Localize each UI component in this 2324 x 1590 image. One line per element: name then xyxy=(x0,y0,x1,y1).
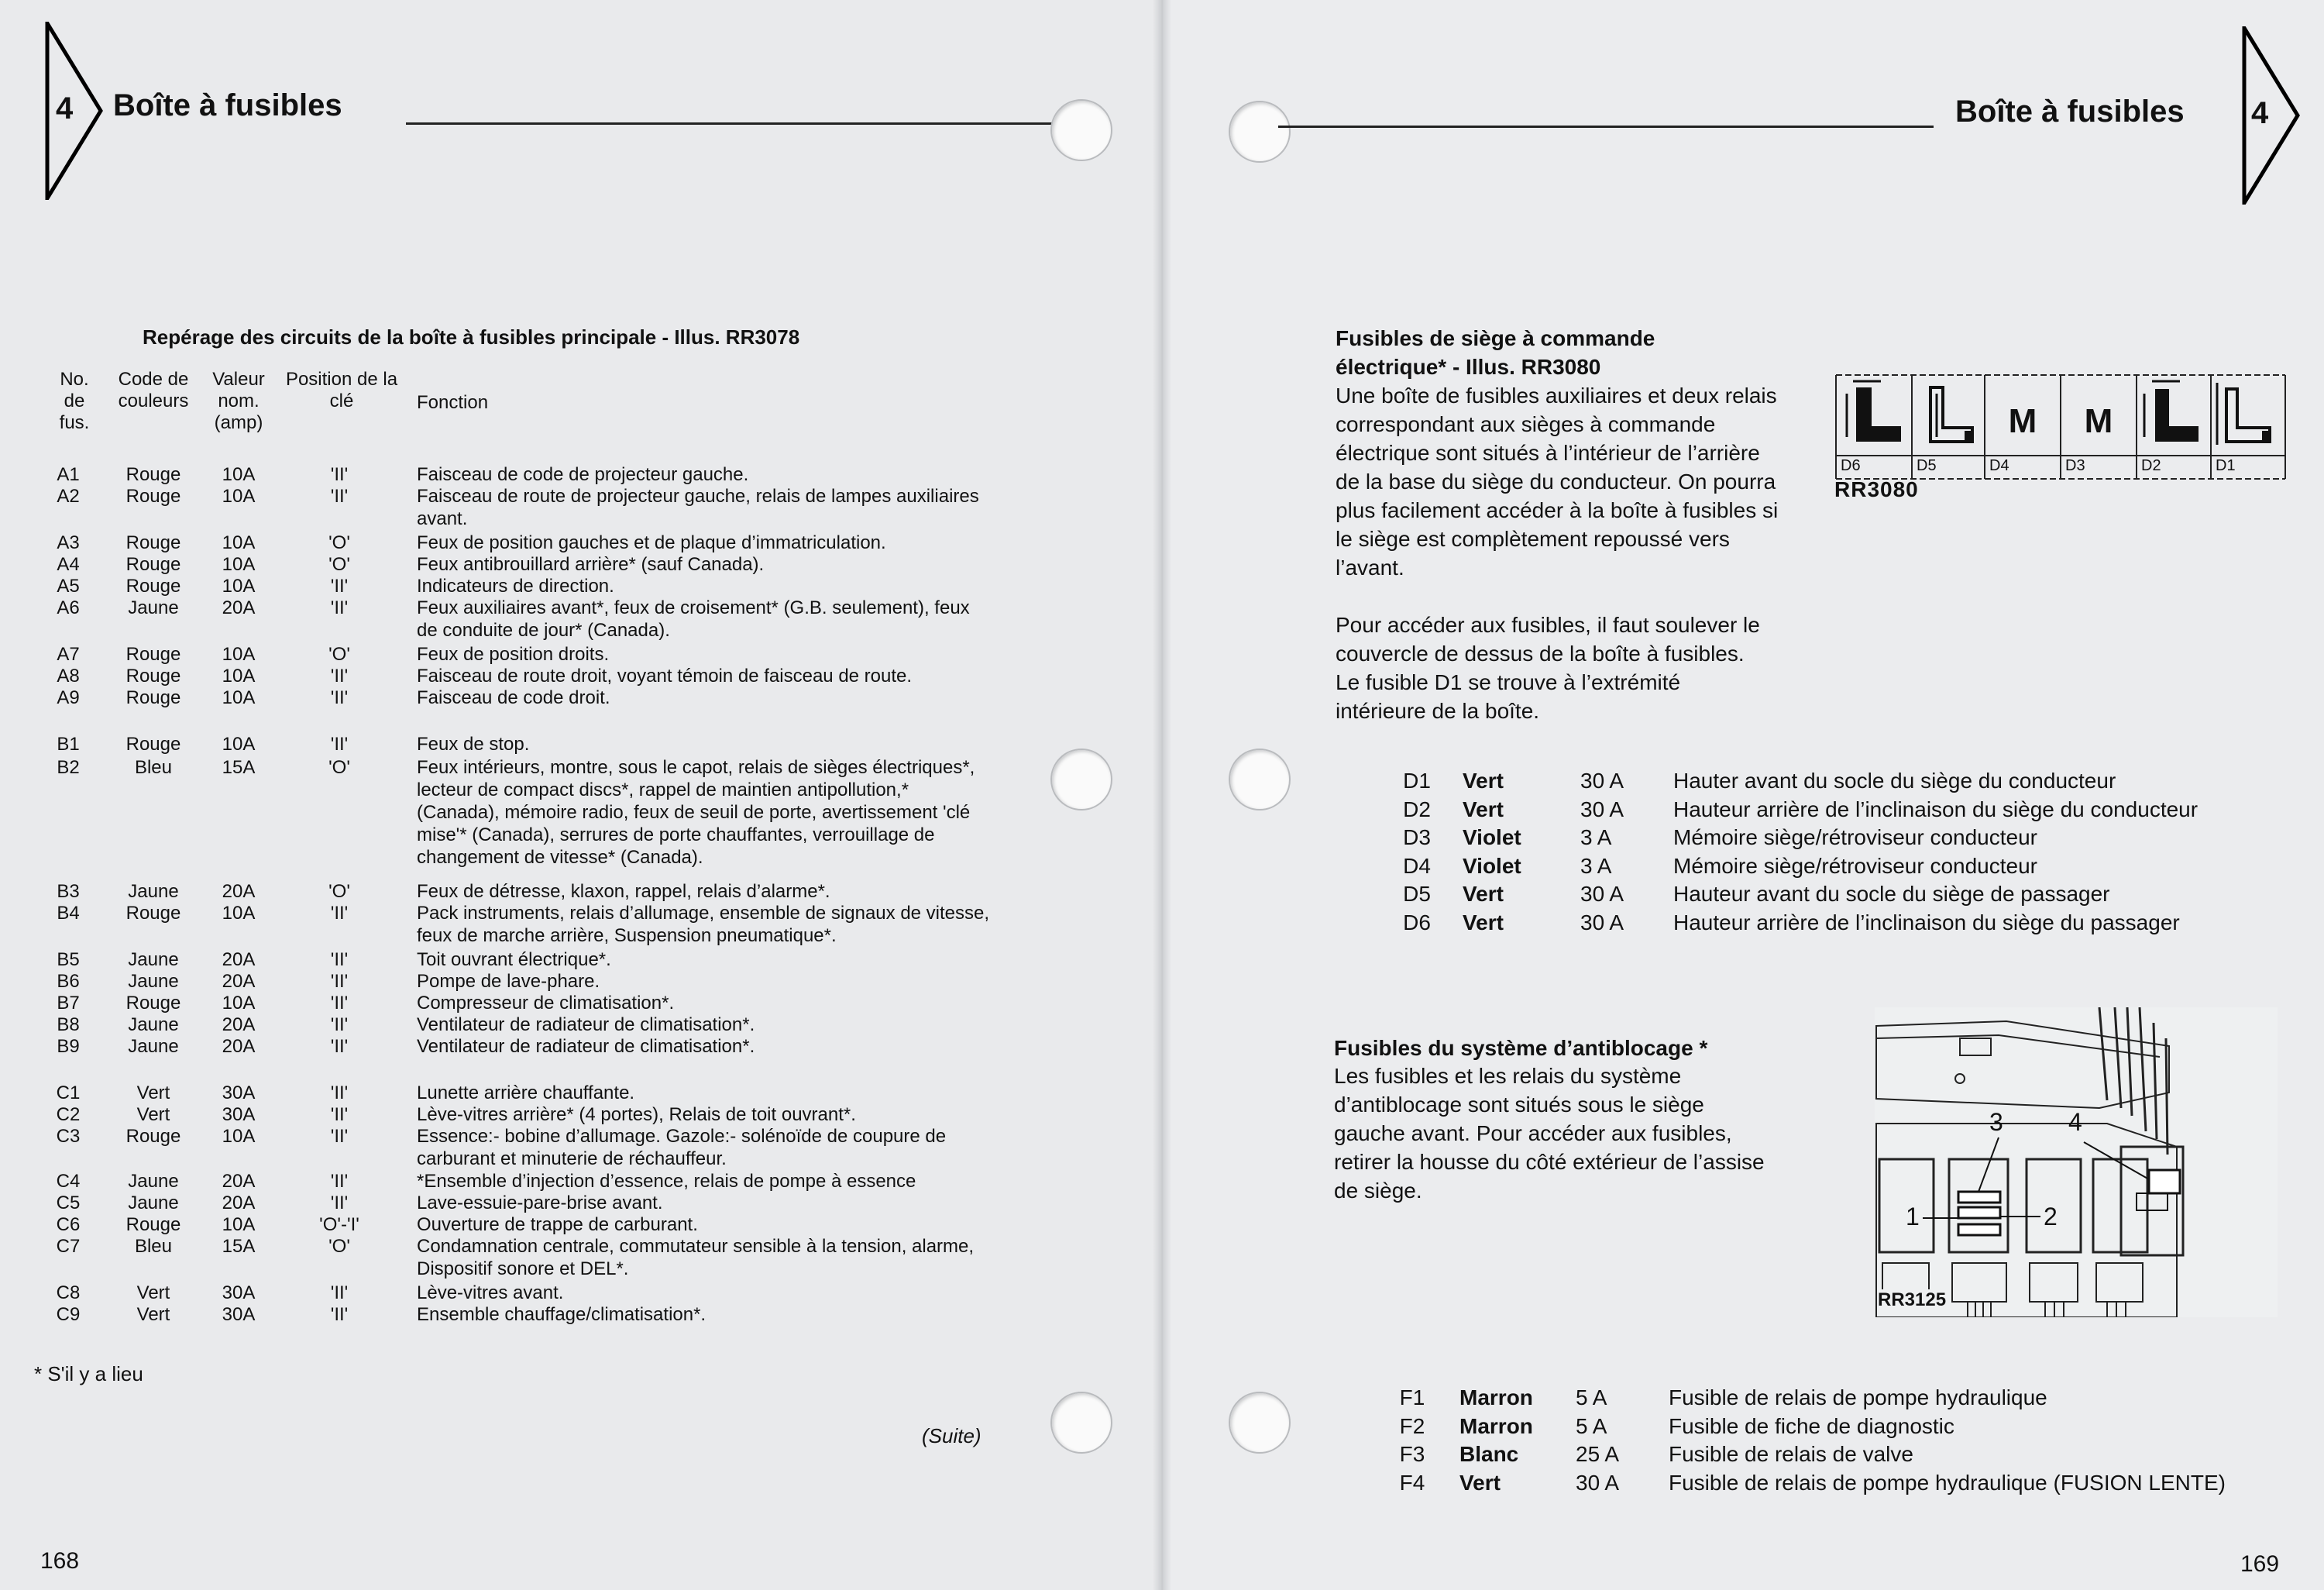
footnote: * S'il y a lieu xyxy=(34,1362,143,1385)
fuse-color: Bleu xyxy=(134,1236,173,1257)
fuse-number: C4 xyxy=(56,1171,81,1192)
slot-label-d2: D2 xyxy=(2141,457,2161,474)
fuse-function: Indicateurs de direction. xyxy=(417,576,614,597)
key-position: 'O' xyxy=(328,757,350,778)
fuse-function: Feux de position droits. xyxy=(417,644,610,665)
fuse-id: F1 xyxy=(1399,1385,1425,1409)
key-position: 'II' xyxy=(330,597,349,618)
fuse-color: Jaune xyxy=(128,1014,179,1035)
fuse-id: D5 xyxy=(1403,882,1431,906)
fuse-color: Jaune xyxy=(128,1036,179,1057)
fuse-amps: 20A xyxy=(222,1036,256,1057)
fuse-color: Rouge xyxy=(125,1214,181,1235)
key-position: 'O' xyxy=(328,532,350,553)
fuse-amps: 3 A xyxy=(1580,825,1612,849)
fuse-number: C1 xyxy=(56,1082,81,1103)
col-head-no: No. de fus. xyxy=(59,369,90,433)
key-position: 'II' xyxy=(330,1036,349,1057)
fuse-amps: 20A xyxy=(222,881,256,902)
fuse-amps: 10A xyxy=(222,666,256,687)
slot-label-d5: D5 xyxy=(1917,457,1937,474)
fuse-number: A3 xyxy=(57,532,80,553)
binder-hole xyxy=(1050,749,1112,810)
fuse-function: Compresseur de climatisation*. xyxy=(417,993,675,1014)
fuse-amps: 20A xyxy=(222,1192,256,1213)
fuse-amps: 10A xyxy=(222,464,256,485)
fuse-color: Vert xyxy=(1463,910,1504,934)
fuse-color: Rouge xyxy=(125,993,181,1014)
fuse-description: Hauter avant du socle du siège du conducteur xyxy=(1673,769,2116,793)
key-position: 'II' xyxy=(330,687,349,708)
book-gutter xyxy=(1153,0,1171,1590)
fuse-color: Vert xyxy=(1463,882,1504,906)
seat-icon xyxy=(2155,389,2199,442)
fuse-amps: 15A xyxy=(222,1236,256,1257)
slot-label-d3: D3 xyxy=(2065,457,2085,474)
fuse-color: Rouge xyxy=(125,554,181,575)
key-position: 'II' xyxy=(330,993,349,1014)
fuse-number: C3 xyxy=(56,1126,81,1147)
fuse-color: Marron xyxy=(1459,1385,1533,1409)
fuse-amps: 30 A xyxy=(1580,797,1624,821)
fuse-amps: 10A xyxy=(222,903,256,924)
fuse-amps: 5 A xyxy=(1576,1385,1607,1409)
fuse-function: Feux antibrouillard arrière* (sauf Canada). xyxy=(417,554,765,575)
section-tab-right xyxy=(2240,26,2302,205)
fuse-amps: 20A xyxy=(222,597,256,618)
fuse-amps: 10A xyxy=(222,486,256,507)
key-position: 'II' xyxy=(330,1192,349,1213)
page-number-left: 168 xyxy=(40,1548,80,1574)
fuse-function: Faisceau de route de projecteur gauche, relais de lampes auxiliaires avant. xyxy=(417,486,979,529)
fuse-description: Fusible de relais de valve xyxy=(1669,1442,1913,1466)
fuse-amps: 10A xyxy=(222,734,256,755)
fuse-number: B1 xyxy=(57,734,80,755)
fuse-color: Jaune xyxy=(128,949,179,970)
fuse-color: Blanc xyxy=(1459,1442,1519,1466)
callout-4: 4 xyxy=(2068,1108,2082,1136)
fuse-function: Lève-vitres arrière* (4 portes), Relais de toit ouvrant*. xyxy=(417,1104,856,1125)
fuse-id: D6 xyxy=(1403,910,1431,934)
fuse-id: D2 xyxy=(1403,797,1431,821)
binder-hole xyxy=(1229,101,1291,163)
fuse-number: A1 xyxy=(57,464,80,485)
header-rule-right xyxy=(1278,126,1934,128)
abs-fuses-paragraph: Les fusibles et les relais du système d’antiblocage sont situés sous le siège gauche avant. Pour accéder aux fusibles, retirer la housse du côté extérieur de l’assise de siège. xyxy=(1334,1064,1765,1203)
fuse-function: Lève-vitres avant. xyxy=(417,1282,564,1303)
fuse-number: A9 xyxy=(57,687,80,708)
fuse-amps: 20A xyxy=(222,1014,256,1035)
fuse-color: Rouge xyxy=(125,576,181,597)
fuse-amps: 30 A xyxy=(1580,769,1624,793)
key-position: 'II' xyxy=(330,576,349,597)
fuse-function: *Ensemble d’injection d’essence, relais de pompe à essence xyxy=(417,1171,916,1192)
key-position: 'O' xyxy=(328,644,350,665)
fuse-amps: 10A xyxy=(222,576,256,597)
fuse-description: Fusible de relais de pompe hydraulique (FUSION LENTE) xyxy=(1669,1470,2226,1495)
key-position: 'II' xyxy=(330,1171,349,1192)
fuse-amps: 15A xyxy=(222,757,256,778)
slot-label-d4: D4 xyxy=(1989,457,2009,474)
key-position: 'II' xyxy=(330,1282,349,1303)
fuse-color: Rouge xyxy=(125,734,181,755)
abs-fusebox-figure xyxy=(1875,1007,2278,1317)
fuse-color: Violet xyxy=(1463,825,1521,849)
fuse-amps: 10A xyxy=(222,644,256,665)
fuse-function: Feux de détresse, klaxon, rappel, relais d’alarme*. xyxy=(417,881,830,902)
fuse-function: Ventilateur de radiateur de climatisation*. xyxy=(417,1014,755,1035)
fuse-color: Vert xyxy=(136,1304,170,1325)
key-position: 'II' xyxy=(330,903,349,924)
fuse-color: Vert xyxy=(1459,1470,1501,1495)
fuse-amps: 30A xyxy=(222,1304,256,1325)
page-title-left: Boîte à fusibles xyxy=(113,88,342,122)
seat-fusebox-figure xyxy=(1834,370,2287,480)
key-position: 'O' xyxy=(328,554,350,575)
fuse-function: Faisceau de route droit, voyant témoin de faisceau de route. xyxy=(417,666,913,687)
fuse-number: C7 xyxy=(56,1236,81,1257)
fuse-number: B6 xyxy=(57,971,80,992)
fuse-color: Marron xyxy=(1459,1413,1533,1438)
fuse-amps: 30 A xyxy=(1580,910,1624,934)
fuse-description: Hauteur avant du socle du siège de passager xyxy=(1673,882,2110,906)
fuse-color: Bleu xyxy=(134,757,173,778)
fuse-color: Jaune xyxy=(128,971,179,992)
fuse-function: Lunette arrière chauffante. xyxy=(417,1082,635,1103)
figure-label-rr3125: RR3125 xyxy=(1878,1289,1947,1310)
m-glyph-d4: M xyxy=(2008,402,2037,440)
section-number-left: 4 xyxy=(56,91,74,126)
fuse-function: Essence:- bobine d’allumage. Gazole:- solénoïde de coupure de carburant et minuterie de réchauffeur. xyxy=(417,1126,947,1169)
fuse-number: B9 xyxy=(57,1036,80,1057)
fuse-color: Violet xyxy=(1463,853,1521,878)
seat-fuses-paragraph-1: Une boîte de fusibles auxiliaires et deux relais correspondant aux sièges à commande électrique sont situés à l’intérieur de l’arrière de la base du siège du conducteur. On pourra plus facilement accéder à la boîte à fusibles si le siège est complètement repoussé vers l’avant. xyxy=(1336,384,1779,580)
key-position: 'II' xyxy=(330,1014,349,1035)
fuse-description: Fusible de fiche de diagnostic xyxy=(1669,1413,1954,1438)
fuse-number: A5 xyxy=(57,576,80,597)
fuse-color: Rouge xyxy=(125,903,181,924)
fuse-function: Lave-essuie-pare-brise avant. xyxy=(417,1192,663,1213)
fuse-id: D3 xyxy=(1403,825,1431,849)
fuse-color: Vert xyxy=(136,1282,170,1303)
fuse-description: Mémoire siège/rétroviseur conducteur xyxy=(1673,825,2037,849)
fuse-number: B3 xyxy=(57,881,80,902)
fuse-amps: 20A xyxy=(222,949,256,970)
page-title-right: Boîte à fusibles xyxy=(1955,95,2185,129)
fuse-number: B8 xyxy=(57,1014,80,1035)
fuse-number: C8 xyxy=(56,1282,81,1303)
fuse-description: Fusible de relais de pompe hydraulique xyxy=(1669,1385,2047,1409)
fuse-function: Feux auxiliaires avant*, feux de croisement* (G.B. seulement), feux de conduite de jour* (Canada). xyxy=(417,597,970,641)
key-position: 'II' xyxy=(330,1082,349,1103)
key-position: 'II' xyxy=(330,666,349,687)
fuse-amps: 30 A xyxy=(1576,1470,1620,1495)
figure-label-rr3080: RR3080 xyxy=(1834,477,1919,501)
key-position: 'II' xyxy=(330,949,349,970)
fuse-id: F4 xyxy=(1399,1470,1425,1495)
slot-label-d6: D6 xyxy=(1841,457,1861,474)
fuse-amps: 3 A xyxy=(1580,853,1612,878)
fuse-amps: 10A xyxy=(222,687,256,708)
fuse-color: Jaune xyxy=(128,1171,179,1192)
callout-3: 3 xyxy=(1989,1108,2003,1136)
key-position: 'O' xyxy=(328,1236,350,1257)
key-position: 'O'-'I' xyxy=(319,1214,359,1235)
fuse-color: Rouge xyxy=(125,687,181,708)
fuse-color: Vert xyxy=(136,1104,170,1125)
callout-2: 2 xyxy=(2044,1203,2058,1230)
fuse-color: Rouge xyxy=(125,1126,181,1147)
section-tab-arrow-icon xyxy=(2240,26,2302,205)
fuse-color: Rouge xyxy=(125,464,181,485)
binder-hole xyxy=(1229,1392,1291,1454)
section-number-right: 4 xyxy=(2251,96,2269,130)
fuse-amps: 10A xyxy=(222,1214,256,1235)
slot-label-d1: D1 xyxy=(2216,457,2236,474)
fuse-amps: 10A xyxy=(222,532,256,553)
fuse-number: A4 xyxy=(57,554,80,575)
col-head-value: Valeur nom. (amp) xyxy=(212,369,265,433)
fuse-id: D1 xyxy=(1403,769,1431,793)
fuse-function: Pack instruments, relais d’allumage, ensemble de signaux de vitesse, feux de marche arrière, Suspension pneumatique*. xyxy=(417,903,990,946)
table-title: Repérage des circuits de la boîte à fusibles principale - Illus. RR3078 xyxy=(143,325,800,349)
fuse-id: D4 xyxy=(1403,853,1431,878)
abs-fusebox-diagram xyxy=(1875,1007,2278,1317)
seat-fuses-paragraph-2: Pour accéder aux fusibles, il faut soulever le couvercle de dessus de la boîte à fusibles. Le fusible D1 se trouve à l’extrémité intérieure de la boîte. xyxy=(1336,613,1760,723)
fuse-function: Faisceau de code droit. xyxy=(417,687,610,708)
m-glyph-d3: M xyxy=(2084,402,2113,440)
fuse-amps: 30A xyxy=(222,1282,256,1303)
abs-fuses-heading: Fusibles du système d’antiblocage * xyxy=(1334,1036,1708,1060)
fuse-amps: 10A xyxy=(222,993,256,1014)
fuse-description: Mémoire siège/rétroviseur conducteur xyxy=(1673,853,2037,878)
fuse-amps: 20A xyxy=(222,971,256,992)
fuse-description: Hauteur arrière de l’inclinaison du siège du conducteur xyxy=(1673,797,2199,821)
fuse-color: Vert xyxy=(1463,797,1504,821)
fuse-amps: 10A xyxy=(222,554,256,575)
fuse-description: Hauteur arrière de l’inclinaison du siège du passager xyxy=(1673,910,2180,934)
fuse-number: B7 xyxy=(57,993,80,1014)
fuse-amps: 30 A xyxy=(1580,882,1624,906)
fuse-function: Feux intérieurs, montre, sous le capot, relais de sièges électriques*, lecteur de compact discs*, rappel de maintien antipollution,* (Canada), mémoire radio, feux de seuil de porte, avertissement 'clé mise'* (Canada), serrures de porte chauffantes, verrouillage de changement de vitesse* (Canada). xyxy=(417,757,975,868)
fuse-number: C9 xyxy=(56,1304,81,1325)
fuse-color: Vert xyxy=(1463,769,1504,793)
binder-hole xyxy=(1050,1392,1112,1454)
fuse-function: Ensemble chauffage/climatisation*. xyxy=(417,1304,706,1325)
page-number-right: 169 xyxy=(2240,1551,2280,1577)
fuse-color: Rouge xyxy=(125,666,181,687)
header-rule-left xyxy=(406,122,1057,125)
fuse-color: Vert xyxy=(136,1082,170,1103)
callout-1: 1 xyxy=(1906,1203,1920,1230)
key-position: 'O' xyxy=(328,881,350,902)
key-position: 'II' xyxy=(330,1104,349,1125)
col-head-key: Position de la clé xyxy=(285,369,398,411)
fuse-color: Jaune xyxy=(128,1192,179,1213)
fuse-color: Rouge xyxy=(125,644,181,665)
right-page xyxy=(1162,0,2324,1590)
fuse-function: Pompe de lave-phare. xyxy=(417,971,600,992)
fuse-function: Feux de stop. xyxy=(417,734,530,755)
key-position: 'II' xyxy=(330,734,349,755)
col-head-function: Fonction xyxy=(417,392,489,413)
section-tab-arrow-icon xyxy=(43,22,105,200)
fuse-function: Ventilateur de radiateur de climatisation*. xyxy=(417,1036,755,1057)
fuse-function: Toit ouvrant électrique*. xyxy=(417,949,611,970)
fuse-color: Rouge xyxy=(125,486,181,507)
fuse-number: A7 xyxy=(57,644,80,665)
seat-fuses-heading: Fusibles de siège à commande électrique* - Illus. RR3080 xyxy=(1336,326,1655,379)
key-position: 'II' xyxy=(330,1304,349,1325)
fuse-number: B2 xyxy=(57,757,80,778)
fuse-amps: 20A xyxy=(222,1171,256,1192)
key-position: 'II' xyxy=(330,1126,349,1147)
key-position: 'II' xyxy=(330,464,349,485)
fuse-number: A6 xyxy=(57,597,80,618)
section-tab-left xyxy=(43,22,105,200)
fuse-id: F2 xyxy=(1399,1413,1425,1438)
fuse-amps: 30A xyxy=(222,1082,256,1103)
fuse-function: Condamnation centrale, commutateur sensible à la tension, alarme, Dispositif sonore et DEL*. xyxy=(417,1236,975,1279)
fuse-amps: 10A xyxy=(222,1126,256,1147)
continued-label: (Suite) xyxy=(922,1424,982,1447)
fuse-number: B5 xyxy=(57,949,80,970)
fuse-number: C6 xyxy=(56,1214,81,1235)
fuse-function: Ouverture de trappe de carburant. xyxy=(417,1214,698,1235)
binder-hole xyxy=(1050,99,1112,161)
fuse-color: Jaune xyxy=(128,881,179,902)
fuse-amps: 5 A xyxy=(1576,1413,1607,1438)
key-position: 'II' xyxy=(330,971,349,992)
fuse-number: A8 xyxy=(57,666,80,687)
key-position: 'II' xyxy=(330,486,349,507)
fuse-number: C5 xyxy=(56,1192,81,1213)
seat-icon xyxy=(1856,387,1901,442)
fuse-number: B4 xyxy=(57,903,80,924)
fuse-amps: 30A xyxy=(222,1104,256,1125)
fuse-function: Feux de position gauches et de plaque d’immatriculation. xyxy=(417,532,886,553)
fuse-id: F3 xyxy=(1399,1442,1425,1466)
col-head-color: Code de couleurs xyxy=(118,369,189,411)
fuse-number: A2 xyxy=(57,486,80,507)
fuse-color: Jaune xyxy=(128,597,179,618)
fuse-function: Faisceau de code de projecteur gauche. xyxy=(417,464,749,485)
binder-hole xyxy=(1229,749,1291,810)
fuse-amps: 25 A xyxy=(1576,1442,1620,1466)
fuse-number: C2 xyxy=(56,1104,81,1125)
fuse-color: Rouge xyxy=(125,532,181,553)
